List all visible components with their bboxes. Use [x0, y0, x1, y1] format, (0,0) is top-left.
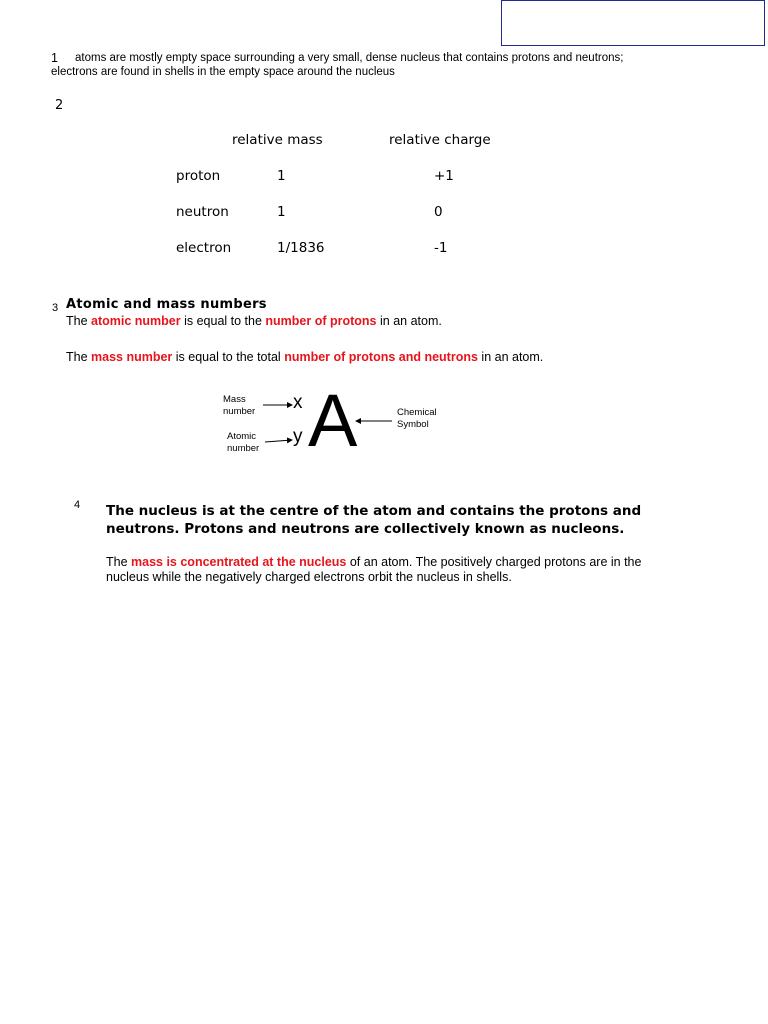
section-1-number: 1 [51, 51, 58, 65]
mass-number-label: Mass number [223, 394, 256, 417]
particle-mass: 1 [277, 204, 286, 220]
particle-name: electron [176, 240, 232, 256]
nucleus-heading: The nucleus is at the centre of the atom and contains the protons and neutrons. Protons and neutrons are collectively known as nucleons. [106, 503, 642, 537]
nucleus-paragraph: The mass is concentrated at the nucleus of an atom. The positively charged protons are in the nucleus while the negatively charged electrons orbit the nucleus in shells. [106, 555, 642, 584]
atomic-number-label: Atomic number [227, 431, 260, 454]
subscript-y: y [293, 426, 303, 447]
section-3-title: Atomic and mass numbers [66, 297, 267, 312]
particle-charge: 0 [434, 204, 443, 220]
element-symbol: A [308, 379, 358, 462]
mass-number-definition: The mass number is equal to the total number of protons and neutrons in an atom. [66, 350, 544, 364]
atomic-number-definition: The atomic number is equal to the number of protons in an atom. [66, 314, 442, 328]
header-box [501, 0, 765, 46]
highlight-mass-number: mass number [91, 350, 173, 364]
section-2-number: 2 [55, 98, 64, 113]
atomic-arrow [265, 440, 292, 442]
chemical-symbol-label: Chemical Symbol [397, 407, 437, 430]
particle-mass: 1/1836 [277, 240, 325, 256]
highlight-mass-concentrated: mass is concentrated at the nucleus [131, 555, 347, 569]
highlight-atomic-number: atomic number [91, 314, 181, 328]
header-relative-charge: relative charge [389, 132, 491, 148]
section-3-number: 3 [52, 302, 59, 314]
section-1-text: atoms are mostly empty space surrounding a very small, dense nucleus that contains protons and neutrons; electrons are found in shells in the empty space around the nucleus [51, 52, 624, 78]
particle-name: neutron [176, 204, 229, 220]
header-relative-mass: relative mass [232, 132, 323, 148]
particle-charge: +1 [434, 168, 454, 184]
diagram-arrows [200, 388, 460, 468]
nuclide-notation-diagram [200, 379, 460, 468]
particle-charge: -1 [434, 240, 448, 256]
highlight-number-of-protons: number of protons [265, 314, 377, 328]
superscript-x: x [293, 392, 303, 413]
highlight-protons-neutrons: number of protons and neutrons [284, 350, 478, 364]
section-4-number: 4 [74, 499, 81, 511]
particle-name: proton [176, 168, 221, 184]
particle-mass: 1 [277, 168, 286, 184]
